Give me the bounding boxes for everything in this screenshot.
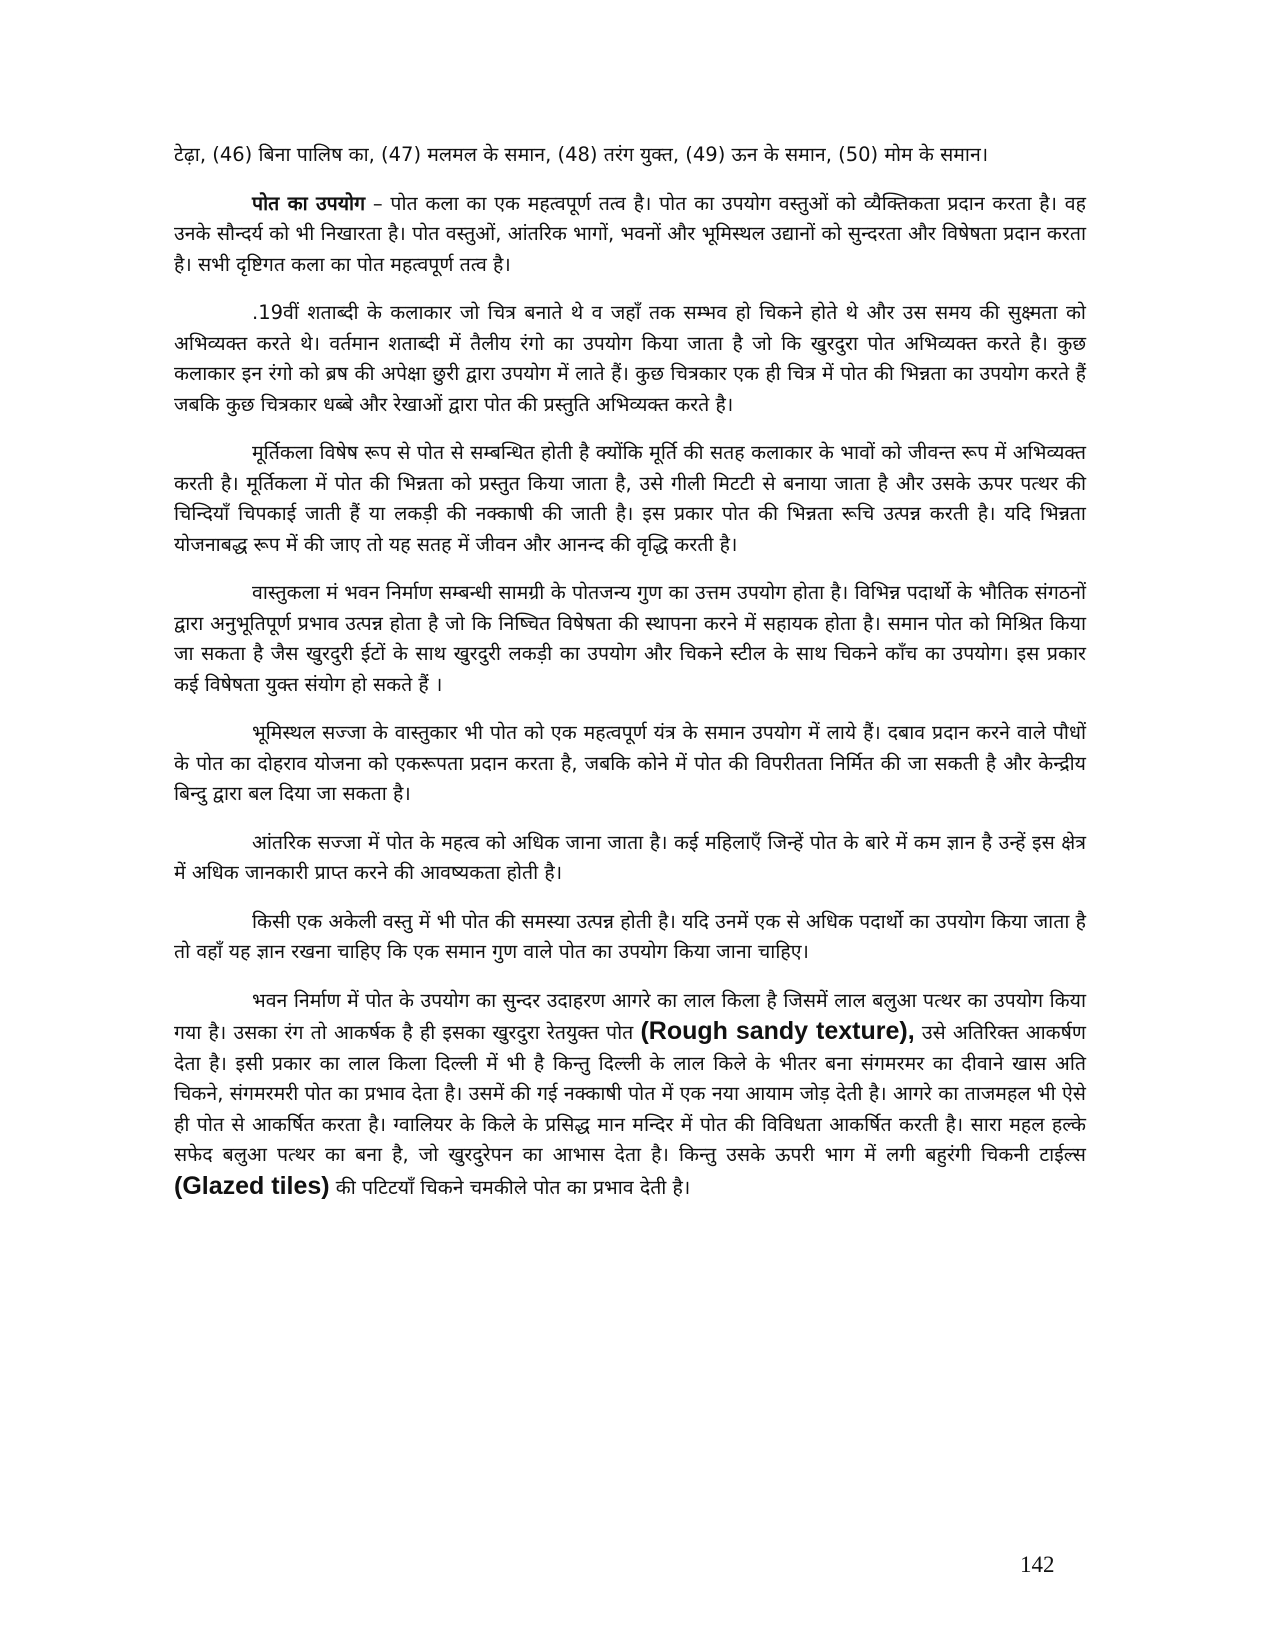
paragraph-list-continuation: टेढ़ा, (46) बिना पालिष का, (47) मलमल के समान, (48) तरंग युक्त, (49) ऊन के समान, (50) मोम के समान। [174,143,989,166]
document-body [174,140,1086,1221]
paragraph-interior: आंतरिक सज्जा में पोत के महत्व को अधिक जाना जाता है। कई महिलाएँ जिन्हें पोत के बारे में कम ज्ञान है उन्हें इस क्षेत्र में अधिक जानकारी प्राप्त करने की आवष्यकता होती है। [174,830,1086,884]
paragraph-19th-century: .19वीं शताब्दी के कलाकार जो चित्र बनाते थे व जहाँ तक सम्भव हो चिकने होते थे और उस समय की सुक्ष्मता को अभिव्यक्त करते थे। वर्तमान शताब्दी में तैलीय रंगो का उपयोग किया जाता है जो कि खुरदुरा पोत अभिव्यक्त करते है। कुछ कलाकार इन रंगो को ब्रष की अपेक्षा छुरी द्वारा उपयोग में लाते हैं। कुछ चित्रकार एक ही चित्र में पोत की भिन्नता का उपयोग करते हैं जबकि कुछ चित्रकार धब्बे और रेखाओं द्वारा पोत की प्रस्तुति अभिव्यक्त करते है। [174,301,1086,416]
paragraph-building-examples [174,986,1086,1204]
section-heading-texture-use: पोत का उपयोग [252,191,366,215]
paragraph-landscape: भूमिस्थल सज्जा के वास्तुकार भी पोत को एक महत्वपूर्ण यंत्र के समान उपयोग में लाये हैं। दबाव प्रदान करने वाले पौधों के पोत का दोहराव योजना को एकरूपता प्रदान करता है, जबकि कोने में पोत की विपरीतता निर्मित की जा सकती है और केन्द्रीय बिन्दु द्वारा बल दिया जा सकता है। [174,721,1086,805]
paragraph-texture-use [174,189,1086,281]
paragraph-text: की पटिटयाँ चिकने चमकीले पोत का प्रभाव देती है। [329,1175,691,1199]
paragraph-text: उसे अतिरिक्त आकर्षण देता है। इसी प्रकार का लाल किला दिल्ली में भी है किन्तु दिल्ली के लाल किले के भीतर बना संगमरमर का दीवाने खास अति चिकने, संगमरमरी पोत का प्रभाव देता है। उसमें की गई नक्काषी पोत में एक नया आयाम जोड़ देती है। आगरे का ताजमहल भी ऐसे ही पोत से आकर्षित करता है। ग्वालियर के किले के प्रसिद्ध मान मन्दिर में पोत की विविधता आकर्षित करती है। सारा महल हल्के सफेद बलुआ पत्थर का बना है, जो खुरदुरेपन का आभास देता है। किन्तु उसके ऊपरी भाग में लगी बहुरंगी चिकनी टाईल्स [174,1021,1086,1166]
english-term-rough-sandy-texture: (Rough sandy texture), [640,1017,915,1045]
paragraph-single-object: किसी एक अकेली वस्तु में भी पोत की समस्या उत्पन्न होती है। यदि उनमें एक से अधिक पदार्थो का उपयोग किया जाता है तो वहाँ यह ज्ञान रखना चाहिए कि एक समान गुण वाले पोत का उपयोग किया जाना चाहिए। [174,909,1086,963]
paragraph-text: – पोत कला का एक महत्वपूर्ण तत्व है। पोत का उपयोग वस्तुओं को व्यैक्तिकता प्रदान करता है। वह उनके सौन्दर्य को भी निखारता है। पोत वस्तुओं, आंतरिक भागों, भवनों और भूमिस्थल उद्यानों को सुन्दरता और विषेषता प्रदान करता है। सभी दृष्टिगत कला का पोत महत्वपूर्ण तत्व है। [174,191,1086,276]
paragraph-architecture: वास्तुकला मं भवन निर्माण सम्बन्धी सामग्री के पोतजन्य गुण का उत्तम उपयोग होता है। विभिन्न पदार्थो के भौतिक संगठनों द्वारा अनुभूतिपूर्ण प्रभाव उत्पन्न होता है जो कि निष्चित विषेषता की स्थापना करने में सहायक होता है। समान पोत को मिश्रित किया जा सकता है जैस खुरदुरी ईटों के साथ खुरदुरी लकड़ी का उपयोग और चिकने स्टील के साथ चिकने काँच का उपयोग। इस प्रकार कई विषेषता युक्त संयोग हो सकते हैं । [174,581,1086,696]
english-term-glazed-tiles: (Glazed tiles) [174,1171,330,1200]
page-number: 142 [1020,1552,1055,1577]
paragraph-sculpture: मूर्तिकला विषेष रूप से पोत से सम्बन्धित होती है क्योंकि मूर्ति की सतह कलाकार के भावों को जीवन्त रूप में अभिव्यक्त करती है। मूर्तिकला में पोत की भिन्नता को प्रस्तुत किया जाता है, उसे गीली मिटटी से बनाया जाता है और उसके ऊपर पत्थर की चिन्दियाँ चिपकाई जाती हैं या लकड़ी की नक्काषी की जाती है। इस प्रकार पोत की भिन्नता रूचि उत्पन्न करती है। यदि भिन्नता योजनाबद्ध रूप में की जाए तो यह सतह में जीवन और आनन्द की वृद्धि करती है। [174,441,1086,556]
paragraph-text: भवन निर्माण में पोत के उपयोग का सुन्दर उदाहरण आगरे का लाल किला है जिसमें लाल बलुआ पत्थर का उपयोग किया गया है। उसका रंग तो आकर्षक है ही इसका खुरदुरा रेतयुक्त पोत [174,988,1086,1044]
